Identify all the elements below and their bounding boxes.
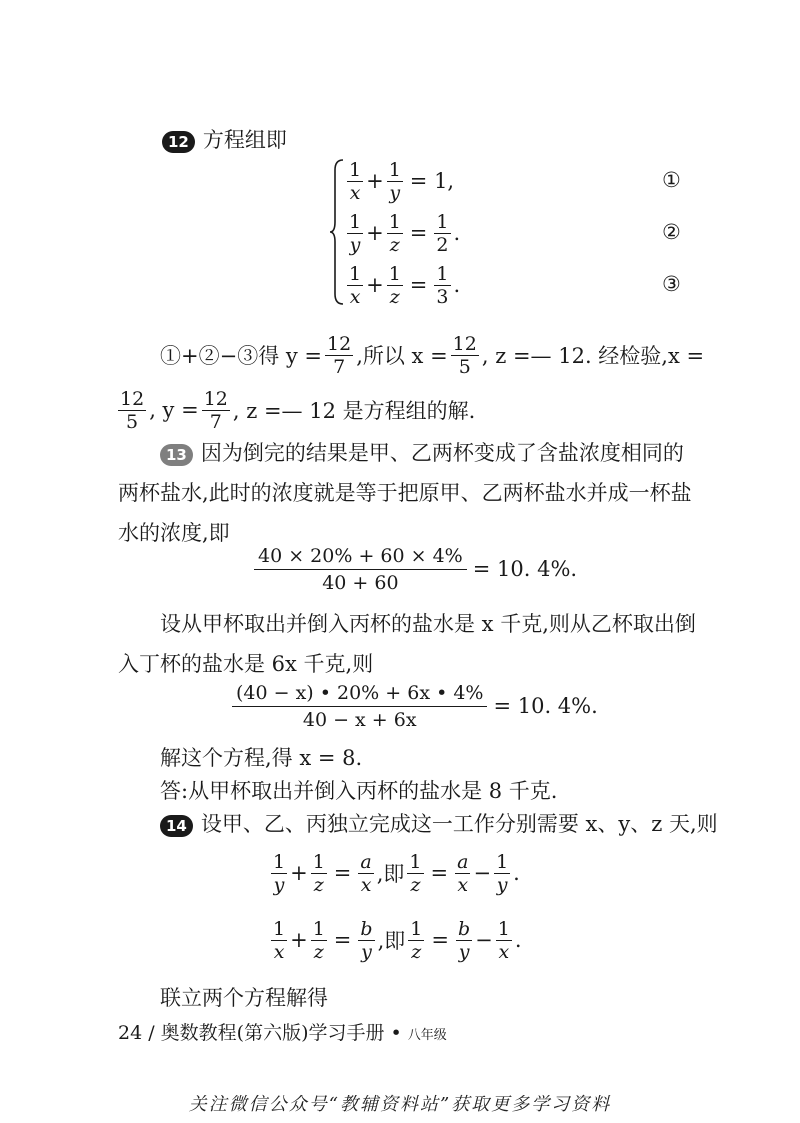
answer-line: 答:从甲杯取出并倒入丙杯的盐水是 8 千克. (160, 779, 558, 803)
system-equation-1: $\frac{1}{x}$ + $\frac{1}{y}$ = 1, (349, 158, 455, 204)
problem-12-intro: 方程组即 (202, 128, 287, 152)
problem-14-badge: 14 (160, 815, 193, 837)
concentration-equation: $\frac{40 \times 20\% + 60 \times 4\%}{40 + 60}$ = 10. 4%. (254, 541, 577, 597)
page-number: 24 / (118, 1022, 155, 1044)
problem-12-badge: 12 (162, 131, 195, 153)
mixing-equation: $\frac{(40 - x) • 20\% + 6x • 4\%}{40 - x + 6x}$ = 10. 4%. (232, 678, 598, 734)
equation-marker-3: ③ (662, 272, 681, 296)
equation-marker-1: ① (662, 168, 681, 192)
work-equation-b: $\frac{1}{x}$ + $\frac{1}{z}$ = $\frac{b}{y}$ ,即 $\frac{1}{z}$ = $\frac{b}{y}$ − $\frac{1}{x}$ . (273, 917, 522, 963)
problem-13-badge: 13 (160, 444, 193, 466)
derivation-line-1: ①+②−③得 y = $\frac{12}{7}$ ,所以 x = $\frac{12}{5}$ , z =— 12. 经检验,x = (160, 332, 705, 378)
problem-14-heading: 14 设甲、乙、丙独立完成这一工作分别需要 x、y、z 天,则 (160, 808, 718, 838)
solve-line: 解这个方程,得 x = 8. (160, 746, 363, 770)
work-equation-a: $\frac{1}{y}$ + $\frac{1}{z}$ = $\frac{a}{x}$ ,即 $\frac{1}{z}$ = $\frac{a}{x}$ − $\frac{1}{y}$ . (273, 850, 520, 896)
problem-12-heading (162, 124, 287, 154)
derivation-line-2: $\frac{12}{5}$ , y = $\frac{12}{7}$ , z =— 12 是方程组的解. (120, 387, 476, 433)
grade-label: 八年级 (407, 1028, 447, 1043)
watermark-text: 关注微信公众号“教辅资料站”获取更多学习资料 (188, 1094, 612, 1115)
book-title: 奥数教程(第六版)学习手册 • (160, 1022, 402, 1044)
page-footer (118, 1018, 447, 1045)
problem-13-text: 13 因为倒完的结果是甲、乙两杯变成了含盐浓度相同的两杯盐水,此时的浓度就是等于把原甲、乙两杯盐水并成一杯盐水的浓度,即 (118, 441, 692, 545)
closing-line: 联立两个方程解得 (160, 986, 328, 1010)
system-equation-2: $\frac{1}{y}$ + $\frac{1}{z}$ = $\frac{1}{2}$ . (349, 210, 461, 256)
equation-marker-2: ② (662, 220, 681, 244)
problem-13-setup: 设从甲杯取出并倒入丙杯的盐水是 x 千克,则从乙杯取出倒入丁杯的盐水是 6x 千克,则 (118, 612, 696, 676)
system-equation-3: $\frac{1}{x}$ + $\frac{1}{z}$ = $\frac{1}{3}$ . (349, 262, 461, 308)
